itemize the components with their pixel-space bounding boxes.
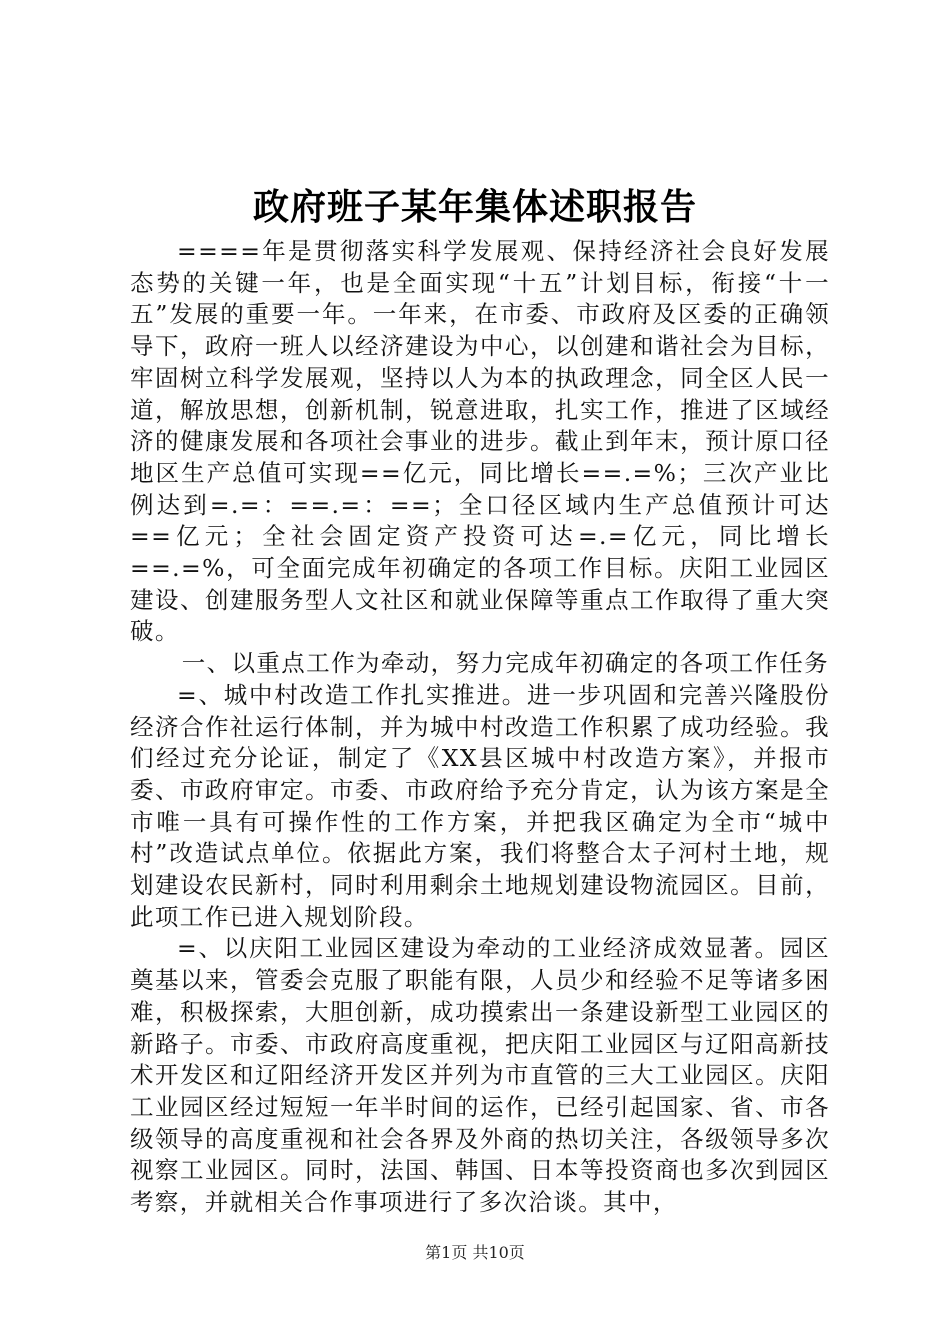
item-paragraph-industrial-park: =、以庆阳工业园区建设为牵动的工业经济成效显著。园区奠基以来，管委会克服了职能有限，人员少和经验不足等诸多困难，积极探索，大胆创新，成功摸索出一条建设新型工业园区的新路子。市委、市政府高度重视，把庆阳工业园区与辽阳高新技术开发区和辽阳经济开发区并列为市直管的三大工业园区。庆阳工业园区经过短短一年半时间的运作，已经引起国家、省、市各级领导的高度重视和社会各界及外商的热切关注，各级领导多次视察工业园区。同时，法国、韩国、日本等投资商也多次到园区考察，并就相关合作事项进行了多次洽谈。其中， bbox=[130, 934, 830, 1217]
section-heading-1: 一、以重点工作为牵动，努力完成年初确定的各项工作任务 bbox=[181, 649, 830, 678]
document-body bbox=[130, 236, 830, 1219]
item-paragraph-village-renovation: =、城中村改造工作扎实推进。进一步巩固和完善兴隆股份经济合作社运行体制，并为城中村改造工作积累了成功经验。我们经过充分论证，制定了《XX县区城中村改造方案》，并报市委、市政府审定。市委、市政府给予充分肯定，认为该方案是全市唯一具有可操作性的工作方案，并把我区确定为全市“城中村”改造试点单位。依据此方案，我们将整合太子河村土地，规划建设农民新村，同时利用剩余土地规划建设物流园区。目前，此项工作已进入规划阶段。 bbox=[130, 680, 830, 931]
document-title: 政府班子某年集体述职报告 bbox=[252, 187, 697, 228]
intro-paragraph: ====年是贯彻落实科学发展观、保持经济社会良好发展态势的关键一年，也是全面实现“十五”计划目标，衔接“十一五”发展的重要一年。一年来，在市委、市政府及区委的正确领导下，政府一班人以经济建设为中心，以创建和谐社会为目标，牢固树立科学发展观，坚持以人为本的执政理念，同全区人民一道，解放思想，创新机制，锐意进取，扎实工作，推进了区域经济的健康发展和各项社会事业的进步。截止到年末，预计原口径地区生产总值可实现==亿元，同比增长==.=%；三次产业比例达到=.=：==.=：==；全口径区域内生产总值预计可达==亿元；全社会固定资产投资可达=.=亿元，同比增长==.=%，可全面完成年初确定的各项工作目标。庆阳工业园区建设、创建服务型人文社区和就业保障等重点工作取得了重大突破。 bbox=[130, 237, 830, 646]
page-number-footer: 第1页 共10页 bbox=[425, 1243, 525, 1262]
